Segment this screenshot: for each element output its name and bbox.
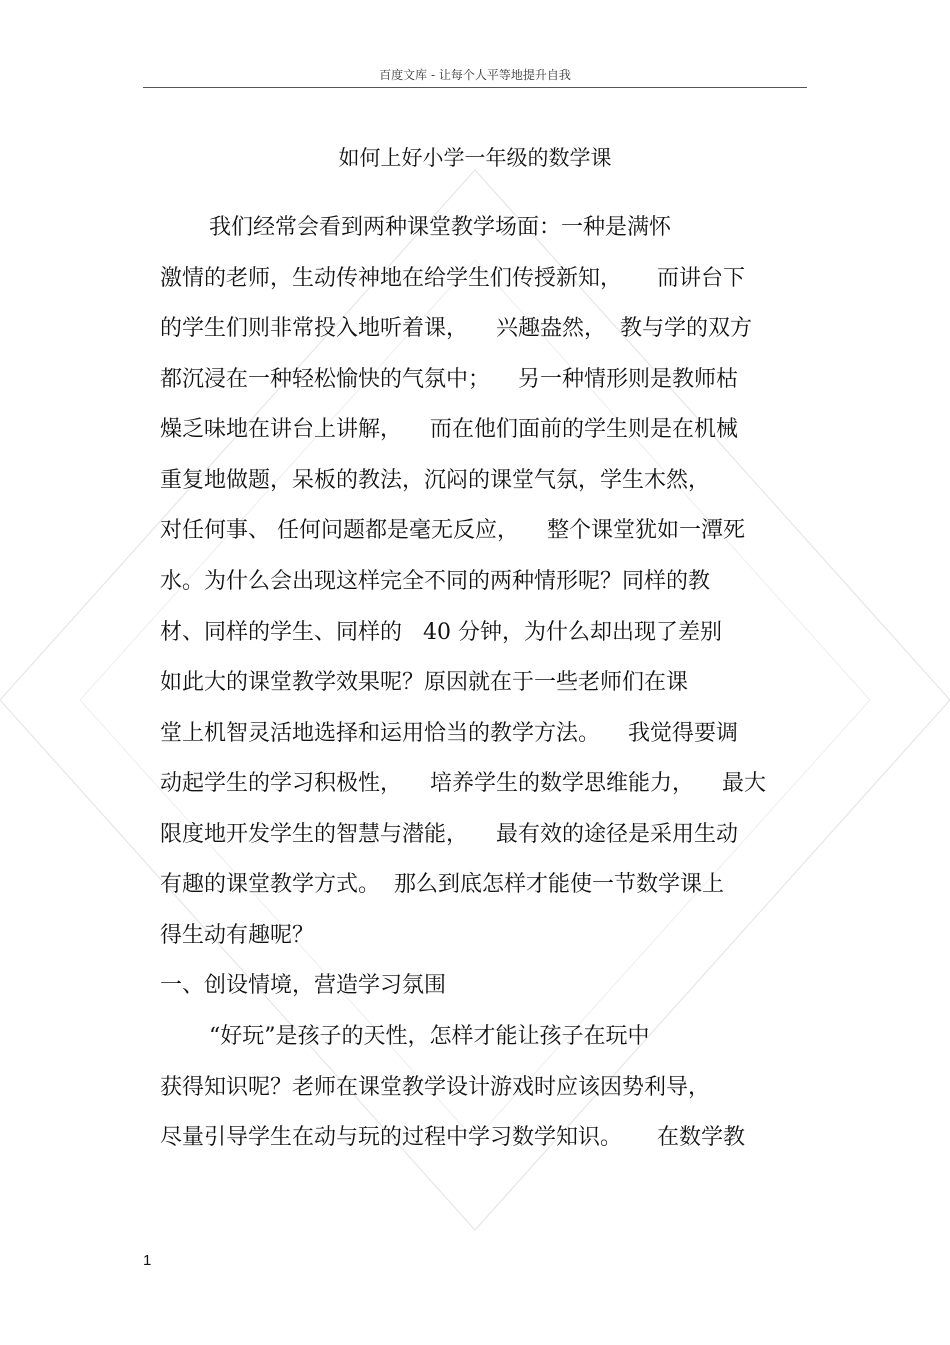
body-line: 重复地做题，呆板的教法，沉闷的课堂气氛，学生木然， (160, 468, 711, 493)
body-line: 堂上机智灵活地选择和运用恰当的教学方法。 我觉得要调 (160, 721, 738, 746)
section-heading: 一、创设情境，营造学习氛围 (160, 973, 447, 998)
body-line: 得生动有趣呢？ (160, 923, 315, 948)
page-header: 百度文库 - 让每个人平等地提升自我 (379, 68, 571, 82)
body-line: 的学生们则非常投入地听着课， 兴趣盎然， 教与学的双方 (160, 316, 752, 341)
header-divider (143, 87, 807, 88)
body-line: 水。为什么会出现这样完全不同的两种情形呢？同样的教 (160, 569, 711, 594)
body-line: 燥乏味地在讲台上讲解， 而在他们面前的学生则是在机械 (160, 417, 738, 442)
body-line: 激情的老师，生动传神地在给学生们传授新知， 而讲台下 (160, 266, 745, 291)
body-line: 如此大的课堂教学效果呢？原因就在于一些老师们在课 (160, 670, 689, 695)
body-line: 对任何事、 任何问题都是毫无反应， 整个课堂犹如一潭死 (160, 518, 745, 543)
body-line: 获得知识呢？老师在课堂教学设计游戏时应该因势利导， (160, 1075, 711, 1100)
body-line: 材、同样的学生、同样的 40 分钟，为什么却出现了差别 (160, 620, 722, 645)
body-line: 有趣的课堂教学方式。 那么到底怎样才能使一节数学课上 (160, 872, 724, 897)
body-line: 限度地开发学生的智慧与潜能， 最有效的途径是采用生动 (160, 822, 738, 847)
body-line: “好玩”是孩子的天性，怎样才能让孩子在玩中 (160, 1024, 650, 1049)
body-line: 尽量引导学生在动与玩的过程中学习数学知识。 在数学教 (160, 1125, 745, 1150)
body-line: 我们经常会看到两种课堂教学场面：一种是满怀 (160, 215, 671, 240)
page-number: 1 (143, 1252, 152, 1269)
body-line: 动起学生的学习积极性， 培养学生的数学思维能力， 最大 (160, 771, 766, 796)
body-line: 都沉浸在一种轻松愉快的气氛中； 另一种情形则是教师枯 (160, 367, 738, 392)
document-title: 如何上好小学一年级的数学课 (338, 146, 612, 170)
